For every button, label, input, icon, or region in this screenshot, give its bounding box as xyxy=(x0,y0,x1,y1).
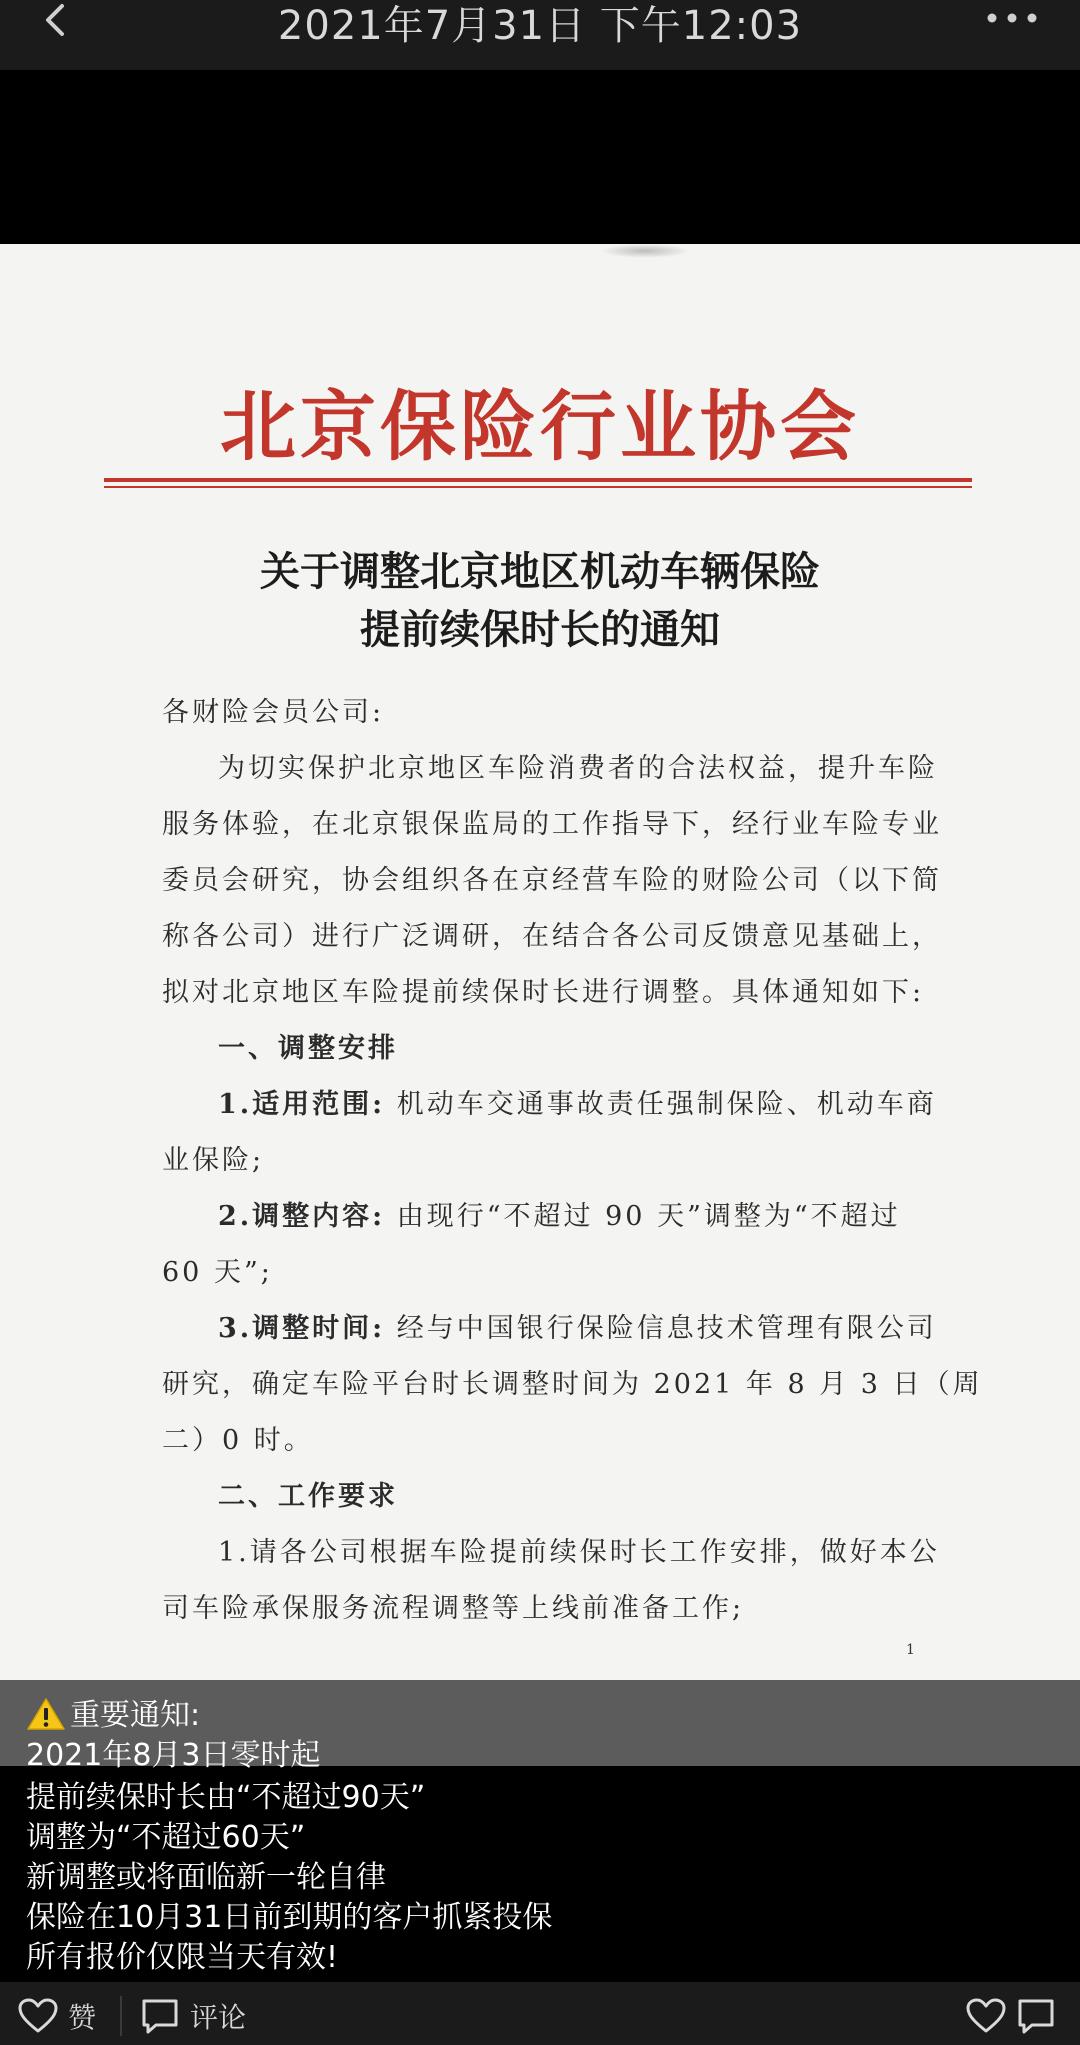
warning-icon xyxy=(26,1697,66,1731)
item3-label: 3.调整时间: xyxy=(218,1313,386,1344)
comment-shortcut-button[interactable] xyxy=(1016,1996,1056,2036)
item3-cont2: 二）0 时。 xyxy=(162,1425,314,1456)
photo-shadow xyxy=(600,244,690,258)
caption-line-4: 调整为“不超过60天” xyxy=(26,1820,306,1855)
caption-line-7: 所有报价仅限当天有效! xyxy=(26,1940,339,1975)
caption-line-5: 新调整或将面临新一轮自律 xyxy=(26,1860,386,1895)
para1-line: 拟对北京地区车险提前续保时长进行调整。具体通知如下: xyxy=(162,977,925,1008)
red-divider xyxy=(104,478,972,482)
red-divider-thin xyxy=(104,486,972,488)
para1-line: 为切实保护北京地区车险消费者的合法权益，提升车险 xyxy=(218,753,938,784)
item2-text: 由现行“不超过 90 天”调整为“不超过 xyxy=(385,1201,901,1232)
like-button[interactable] xyxy=(18,1996,96,2036)
para1-line: 委员会研究，协会组织各在京经营车险的财险公司（以下简 xyxy=(162,865,942,896)
req1-line: 1.请各公司根据车险提前续保时长工作安排，做好本公 xyxy=(218,1537,940,1568)
req1-cont: 司车险承保服务流程调整等上线前准备工作; xyxy=(162,1593,745,1624)
section2-heading: 二、工作要求 xyxy=(218,1481,398,1512)
more-dots-icon[interactable] xyxy=(984,10,1040,26)
top-bar xyxy=(0,0,1080,70)
para1-line: 称各公司）进行广泛调研，在结合各公司反馈意见基础上， xyxy=(162,921,942,952)
bottom-action-bar xyxy=(0,1982,1080,2045)
item1-line xyxy=(218,1082,937,1121)
heart-icon xyxy=(18,1998,58,2034)
para1-line: 服务体验，在北京银保监局的工作指导下，经行业车险专业 xyxy=(162,809,942,840)
comment-icon xyxy=(1016,1997,1056,2035)
item2-line xyxy=(218,1194,901,1233)
item1-cont: 业保险; xyxy=(162,1145,265,1176)
caption-line: 重要通知: xyxy=(70,1698,201,1733)
caption-line-1 xyxy=(26,1690,200,1734)
item1-label: 1.适用范围: xyxy=(218,1089,386,1120)
salutation: 各财险会员公司: xyxy=(162,697,385,728)
item3-text: 经与中国银行保险信息技术管理有限公司 xyxy=(385,1313,937,1344)
item2-label: 2.调整内容: xyxy=(218,1201,386,1232)
item2-cont: 60 天”; xyxy=(162,1257,273,1288)
comment-button[interactable] xyxy=(140,1996,246,2036)
like-label: 赞 xyxy=(68,2001,97,2034)
item3-line xyxy=(218,1306,937,1345)
page-number: 1 xyxy=(906,1642,915,1658)
post-timestamp: 2021年7月31日 下午12:03 xyxy=(277,3,803,49)
caption-line-2: 2021年8月3日零时起 xyxy=(26,1738,321,1773)
caption-line-6: 保险在10月31日前到期的客户抓紧投保 xyxy=(26,1900,553,1935)
doc-title-line2: 提前续保时长的通知 xyxy=(360,606,720,653)
like-shortcut-button[interactable] xyxy=(966,1996,1006,2036)
caption-line-3: 提前续保时长由“不超过90天” xyxy=(26,1780,426,1815)
document-image[interactable] xyxy=(0,244,1080,1680)
doc-title-line1: 关于调整北京地区机动车辆保险 xyxy=(260,548,820,595)
heart-icon xyxy=(966,1998,1006,2034)
comment-icon xyxy=(140,1997,180,2035)
item3-cont1: 研究，确定车险平台时长调整时间为 2021 年 8 月 3 日（周 xyxy=(162,1369,983,1400)
divider xyxy=(120,1996,122,2036)
post-caption xyxy=(0,1680,1080,1982)
org-name: 北京保险行业协会 xyxy=(220,382,860,471)
item1-text: 机动车交通事故责任强制保险、机动车商 xyxy=(385,1089,937,1120)
comment-label: 评论 xyxy=(190,2001,247,2034)
section1-heading: 一、调整安排 xyxy=(218,1033,398,1064)
